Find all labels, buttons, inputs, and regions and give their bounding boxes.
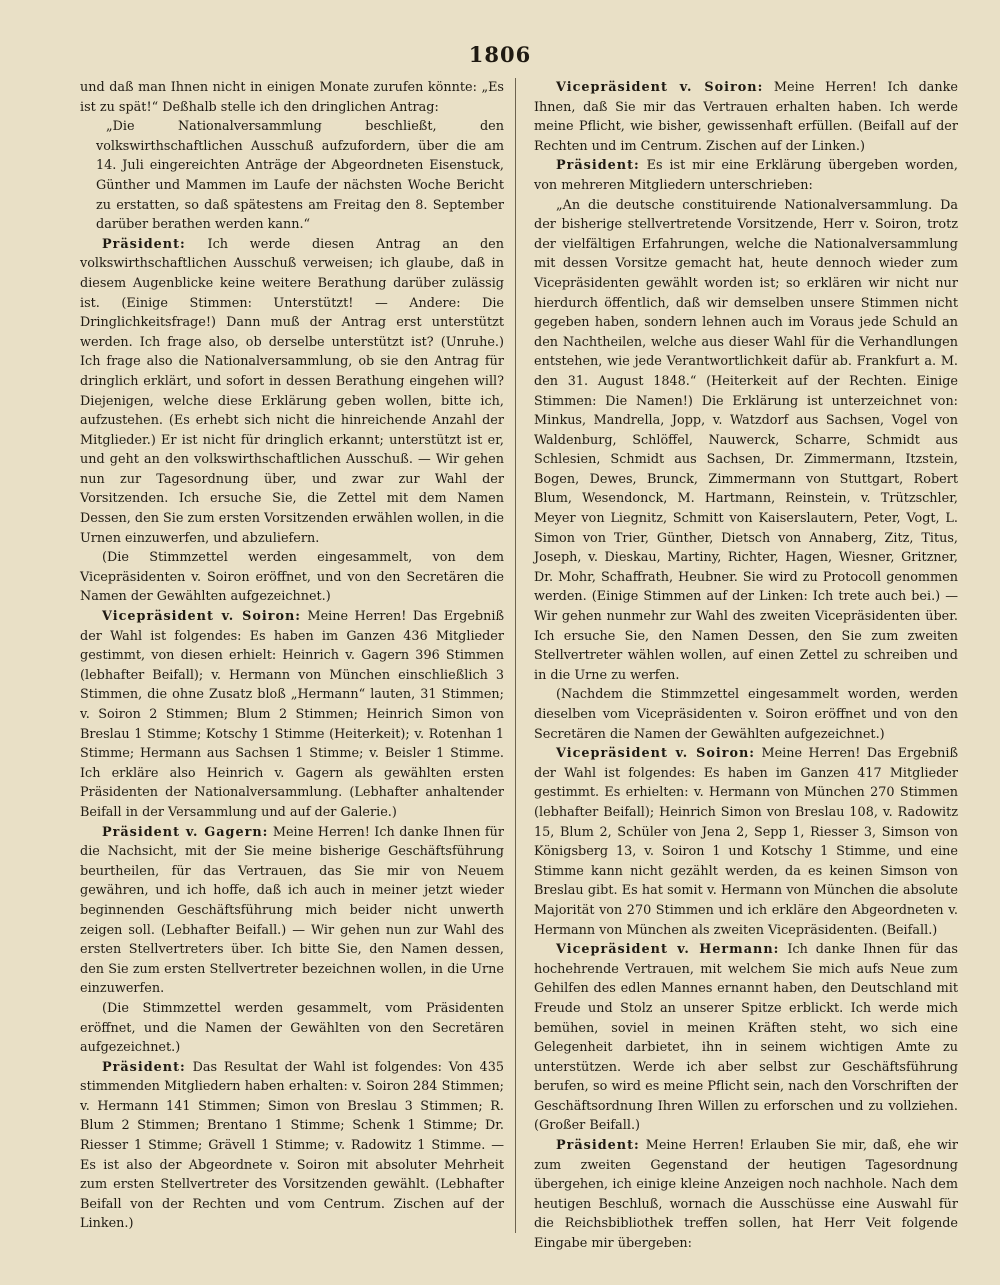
right-column bbox=[534, 78, 958, 1254]
speaker-label: Präsident: bbox=[556, 158, 640, 174]
paragraph: Präsident: Es ist mir eine Erklärung übergeben worden, von mehreren Mitgliedern unterschrieben: bbox=[534, 158, 958, 193]
paragraph: Präsident: Ich werde diesen Antrag an den volkswirthschaftlichen Ausschuß verweisen; ich glaube, daß in diesem Augenblicke keine weitere Berathung darüber zulässig ist. (Einige Stimmen: Unterstützt! — Andere: Die Dringlichkeitsfrage!) Dann muß der Antrag erst unterstützt werden. Ich frage also, ob derselbe unterstützt ist? (Unruhe.) Ich frage also die Nationalversammlung, ob sie den Antrag für dringlich erklärt, und sofort in dessen Berathung eingehen will? Diejenigen, welche diese Erklärung geben wollen, bitte ich, aufzustehen. (Es erhebt sich nicht die hinreichende Anzahl der Mitglieder.) Er ist nicht für dringlich erkannt; unterstützt ist er, und geht an den volkswirthschaftlichen Ausschuß. — Wir gehen nun zur Tagesordnung über, und zwar zur Wahl der Vorsitzenden. Ich ersuche Sie, die Zettel mit dem Namen Dessen, den Sie zum ersten Vorsitzenden erwählen wollen, in die Urnen einzuwerfen, und abzuliefern. bbox=[80, 236, 504, 546]
paragraph: Vicepräsident v. Soiron: Meine Herren! Das Ergebniß der Wahl ist folgendes: Es haben im Ganzen 436 Mitglieder gestimmt, von diesen erhielt: Heinrich v. Gagern 396 Stimmen (lebhafter Beifall); v. Hermann von München einschließlich 3 Stimmen, die ohne Zusatz bloß „Hermann“ lauten, 31 Stimmen; v. Soiron 2 Stimmen; Blum 2 Stimmen; Heinrich Simon von Breslau 1 Stimme; Kotschy 1 Stimme (Heiterkeit); v. Rotenhan 1 Stimme; Hermann aus Sachsen 1 Stimme; v. Beisler 1 Stimme. Ich erkläre also Heinrich v. Gagern als gewählten ersten Präsidenten der Nationalversammlung. (Lebhafter anhaltender Beifall in der Versammlung und auf der Galerie.) bbox=[80, 609, 505, 820]
speaker-label: Präsident: bbox=[102, 1059, 186, 1075]
paragraph: Präsident: Meine Herren! Erlauben Sie mir, daß, ehe wir zum zweiten Gegenstand der heutigen Tagesordnung übergehen, ich einige kleine Anzeigen noch nachhole. Nach dem heutigen Beschluß, wornach die Ausschüsse eine Auswahl für die Reichsbibliothek treffen sollen, hat Herr Veit folgende Eingabe mir übergeben: bbox=[534, 1138, 958, 1252]
quoted-motion: „Die Nationalversammlung beschließt, den volkswirthschaftlichen Ausschuß aufzufordern, über die am 14. Juli eingereichten Anträge der Abgeordneten Eisenstuck, Günther und Mammen im Laufe der nächsten Woche Bericht zu erstatten, so daß spätestens am Freitag den 8. September darüber berathen werden kann.“ bbox=[96, 119, 504, 233]
paragraph: Präsident: Das Resultat der Wahl ist folgendes: Von 435 stimmenden Mitgliedern haben erhalten: v. Soiron 284 Stimmen; v. Hermann 141 Stimmen; Simon von Breslau 3 Stimmen; R. Blum 2 Stimmen; Brentano 1 Stimme; Schenk 1 Stimme; Dr. Riesser 1 Stimme; Grävell 1 Stimme; v. Radowitz 1 Stimme. — Es ist also der Abgeordnete v. Soiron mit absoluter Mehrheit zum ersten Stellvertreter des Vorsitzenden gewählt. (Lebhafter Beifall von der Rechten und vom Centrum. Zischen auf der Linken.) bbox=[80, 1059, 504, 1232]
paragraph: (Die Stimmzettel werden eingesammelt, von dem Vicepräsidenten v. Soiron eröffnet, und von den Secretären die Namen der Gewählten aufgezeichnet.) bbox=[80, 550, 504, 605]
paragraph: und daß man Ihnen nicht in einigen Monate zurufen könnte: „Es ist zu spät!“ Deßhalb stelle ich den dringlichen Antrag: bbox=[80, 80, 504, 115]
speaker-label: Vicepräsident v. Soiron: bbox=[102, 609, 302, 625]
paragraph: (Die Stimmzettel werden gesammelt, vom Präsidenten eröffnet, und die Namen der Gewählten von den Secretären aufgezeichnet.) bbox=[80, 1000, 504, 1056]
speaker-label: Präsident v. Gagern: bbox=[102, 824, 269, 840]
page-number: 1806 bbox=[468, 42, 532, 67]
paragraph: Vicepräsident v. Soiron: Meine Herren! Das Ergebniß der Wahl ist folgendes: Es haben im Ganzen 417 Mitglieder gestimmt. Es erhielten: v. Hermann von München 270 Stimmen (lebhafter Beifall); Heinrich Simon von Breslau 108, v. Radowitz 15, Blum 2, Schüler von Jena 2, Sepp 1, Riesser 3, Simson von Königsberg 13, v. Soiron 1 und Kotschy 1 Stimme, und eine Stimme kann nicht gezählt werden, da es keinen Simson von Breslau gibt. Es hat somit v. Hermann von München die absolute Majorität von 270 Stimmen und ich erkläre den Abgeordneten v. Hermann von München als zweiten Vicepräsidenten. (Beifall.) bbox=[534, 746, 959, 938]
speaker-label: Vicepräsident v. Hermann: bbox=[556, 942, 780, 958]
speaker-label: Vicepräsident v. Soiron: bbox=[556, 746, 756, 762]
paragraph: Vicepräsident v. Hermann: Ich danke Ihnen für das hochehrende Vertrauen, mit welchem Sie mich aufs Neue zum Gehilfen des edlen Mannes ernannt haben, den Deutschland mit Freude und Stolz an unserer Spitze erblickt. Ich werde mich bemühen, soviel in meinen Kräften steht, wo sich eine Gelegenheit darbietet, ihn in seinem wichtigen Amte zu unterstützen. Werde ich aber selbst zur Geschäftsführung berufen, so wird es meine Pflicht sein, nach den Vorschriften der Geschäftsordnung Ihren Willen zu erforschen und zu vollziehen. (Großer Beifall.) bbox=[534, 942, 958, 1134]
speaker-label: Vicepräsident v. Soiron: bbox=[556, 80, 764, 95]
paragraph: Präsident v. Gagern: Meine Herren! Ich danke Ihnen für die Nachsicht, mit der Sie meine bisherige Geschäftsführung beurtheilen, für das Vertrauen, das Sie mir von Neuem gewähren, und ich hoffe, daß ich auch in meiner jetzt wieder beginnenden Geschäftsführung mich beider nicht unwerth zeigen soll. (Lebhafter Beifall.) — Wir gehen nun zur Wahl des ersten Stellvertreters über. Ich bitte Sie, den Namen dessen, den Sie zum ersten Stellvertreter bezeichnen wollen, in die Urne einzuwerfen. bbox=[80, 824, 504, 997]
column-divider bbox=[515, 78, 516, 1233]
left-column bbox=[80, 78, 504, 1234]
speaker-label: Präsident: bbox=[102, 236, 186, 252]
quoted-declaration: „An die deutsche constituirende Nationalversammlung. Da der bisherige stellvertretende Vorsitzende, Herr v. Soiron, trotz der vielfältigen Erfahrungen, welche die Nationalversammlung mit dessen Vorsitze gemacht hat, heute dennoch wieder zum Vicepräsidenten gewählt worden ist; so erklären wir nicht nur hierdurch öffentlich, daß wir demselben unsere Stimmen nicht gegeben haben, sondern lehnen auch im Voraus jede Schuld an den Nachtheilen, welche aus dieser Wahl für die Verhandlungen entstehen, wie jede Verantwortlichkeit dafür ab. Frankfurt a. M. den 31. August 1848.“ (Heiterkeit auf der Rechten. Einige Stimmen: Die Namen!) Die Erklärung ist unterzeichnet von: Minkus, Mandrella, Jopp, v. Watzdorf aus Sachsen, Vogel von Waldenburg, Schlöffel, Nauwerck, Scharre, Schmidt aus Schlesien, Schmidt aus Sachsen, Dr. Zimmermann, Itzstein, Bogen, Dewes, Brunck, Zimmermann von Stuttgart, Robert Blum, Wesendonck, M. Hartmann, Reinstein, v. Trützschler, Meyer von Liegnitz, Schmitt von Kaiserslautern, Peter, Vogt, L. Simon von Trier, Günther, Dietsch von Annaberg, Zitz, Titus, Joseph, v. Dieskau, Martiny, Richter, Hagen, Wiesner, Gritzner, Dr. Mohr, Schaffrath, Heubner. Sie wird zu Protocoll genommen werden. (Einige Stimmen auf der Linken: Ich trete auch bei.) — Wir gehen nunmehr zur Wahl des zweiten Vicepräsidenten über. Ich ersuche Sie, den Namen Dessen, den Sie zum zweiten Stellvertreter wählen wollen, auf einen Zettel zu schreiben und in die Urne zu werfen. bbox=[534, 197, 958, 683]
paragraph: (Nachdem die Stimmzettel eingesammelt worden, werden dieselben vom Vicepräsidenten v. Soiron eröffnet und von den Secretären die Namen der Gewählten aufgezeichnet.) bbox=[534, 687, 958, 742]
paragraph: Vicepräsident v. Soiron: Meine Herren! Ich danke Ihnen, daß Sie mir das Vertrauen erhalten haben. Ich werde meine Pflicht, wie bisher, gewissenhaft erfüllen. (Beifall auf der Rechten und im Centrum. Zischen auf der Linken.) bbox=[534, 80, 958, 154]
speaker-label: Präsident: bbox=[556, 1138, 640, 1154]
